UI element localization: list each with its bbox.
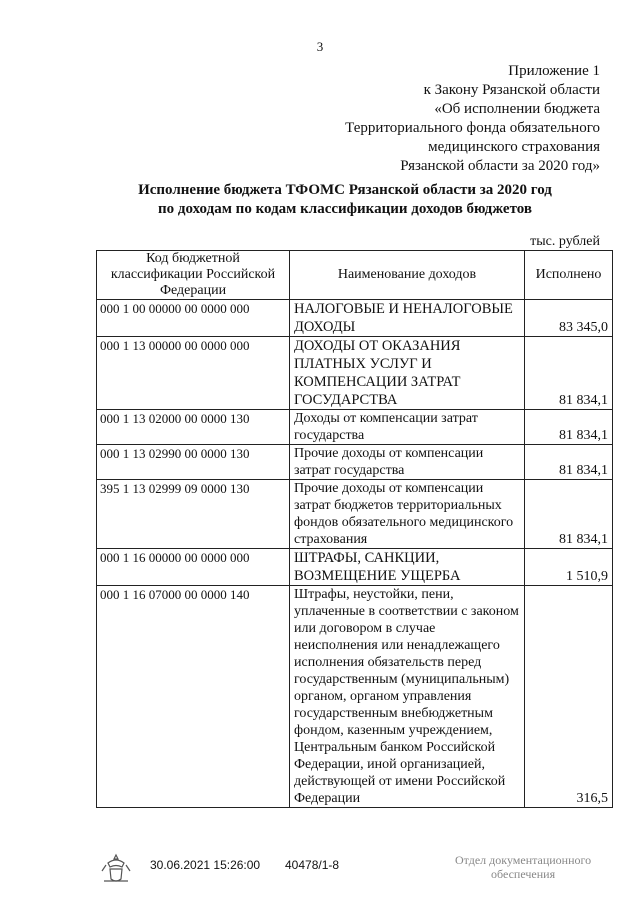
appendix-line: «Об исполнении бюджета xyxy=(434,101,600,117)
table-row xyxy=(97,300,613,337)
header-name: Наименование доходов xyxy=(290,251,525,300)
row-value: 83 345,0 xyxy=(525,300,613,337)
row-value: 81 834,1 xyxy=(525,410,613,445)
coat-of-arms-icon xyxy=(98,851,134,887)
row-name: НАЛОГОВЫЕ И НЕНАЛОГОВЫЕ ДОХОДЫ xyxy=(290,300,525,337)
table-row xyxy=(97,445,613,480)
row-code: 395 1 13 02999 09 0000 130 xyxy=(97,480,290,549)
row-value: 1 510,9 xyxy=(525,549,613,586)
footer-datetime: 30.06.2021 15:26:00 xyxy=(150,858,261,872)
appendix-line: Территориального фонда обязательного xyxy=(345,120,600,136)
appendix-line: Рязанской области за 2020 год» xyxy=(400,158,600,174)
row-code: 000 1 13 02000 00 0000 130 xyxy=(97,410,290,445)
row-name: Доходы от компенсации затрат государства xyxy=(290,410,525,445)
table-row xyxy=(97,549,613,586)
appendix-line: к Закону Рязанской области xyxy=(423,82,600,98)
row-name: Прочие доходы от компенсации затрат государства xyxy=(290,445,525,480)
row-code: 000 1 13 02990 00 0000 130 xyxy=(97,445,290,480)
row-name: Прочие доходы от компенсации затрат бюджетов территориальных фондов обязательного медицинского страхования xyxy=(290,480,525,549)
footer-stamp xyxy=(455,853,591,881)
budget-table xyxy=(96,250,613,808)
row-name: Штрафы, неустойки, пени, уплаченные в соответствии с законом или договором в случае неисполнения или ненадлежащего исполнения обязательств перед государственным (муниципальным) органом, органом управления государственным внебюджетным фондом, казенным учреждением, Центральным банком Российской Федерации, иной организацией, действующей от имени Российской Федерации xyxy=(290,586,525,808)
stamp-line-2: обеспечения xyxy=(491,867,556,881)
row-value: 81 834,1 xyxy=(525,480,613,549)
header-value: Исполнено xyxy=(525,251,613,300)
appendix-line: медицинского страхования xyxy=(428,139,600,155)
row-value: 81 834,1 xyxy=(525,445,613,480)
footer-reg-number: 40478/1-8 xyxy=(285,858,340,872)
row-code: 000 1 16 07000 00 0000 140 xyxy=(97,586,290,808)
row-name: ШТРАФЫ, САНКЦИИ, ВОЗМЕЩЕНИЕ УЩЕРБА xyxy=(290,549,525,586)
units-label: тыс. рублей xyxy=(530,234,600,249)
page-number: 3 xyxy=(316,39,324,54)
table-row xyxy=(97,410,613,445)
row-value: 316,5 xyxy=(525,586,613,808)
document-title xyxy=(0,181,640,219)
title-line-2: по доходам по кодам классификации доходов бюджетов xyxy=(158,201,532,217)
stamp-line-1: Отдел документационного xyxy=(455,853,592,867)
title-line-1: Исполнение бюджета ТФОМС Рязанской области за 2020 год xyxy=(138,182,552,198)
appendix-header xyxy=(345,62,600,176)
row-code: 000 1 13 00000 00 0000 000 xyxy=(97,337,290,410)
table-header-row xyxy=(97,251,613,300)
table-row xyxy=(97,480,613,549)
table-row xyxy=(97,337,613,410)
row-name: ДОХОДЫ ОТ ОКАЗАНИЯ ПЛАТНЫХ УСЛУГ И КОМПЕНСАЦИИ ЗАТРАТ ГОСУДАРСТВА xyxy=(290,337,525,410)
row-value: 81 834,1 xyxy=(525,337,613,410)
row-code: 000 1 16 00000 00 0000 000 xyxy=(97,549,290,586)
row-code: 000 1 00 00000 00 0000 000 xyxy=(97,300,290,337)
header-code: Код бюджетной классификации Российской Федерации xyxy=(97,251,290,300)
appendix-line: Приложение 1 xyxy=(508,63,600,79)
table-row xyxy=(97,586,613,808)
